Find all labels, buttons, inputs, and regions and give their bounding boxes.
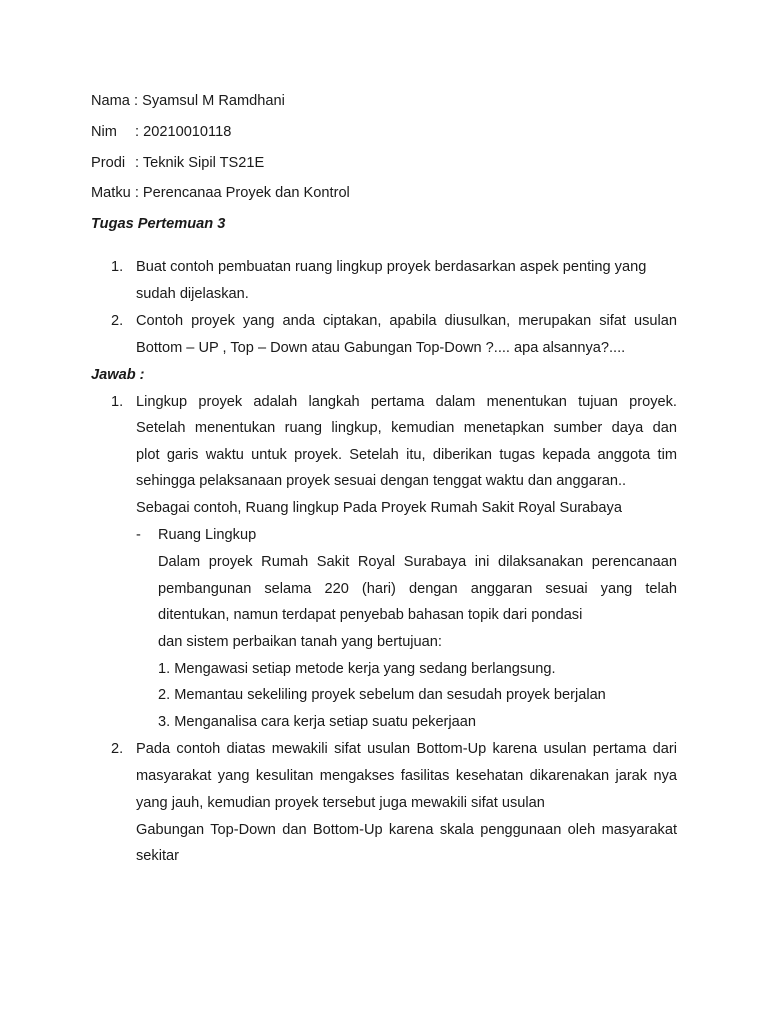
nama-line [91, 92, 285, 110]
sub-line-2: pembangunan selama 220 (hari) dengan anggaran sesuai yang telah [158, 581, 677, 597]
answer-2-line-2: masyarakat yang kesulitan mengakses fasilitas kesehatan dikarenakan jarak nya [136, 768, 677, 784]
question-2-number: 2. [111, 313, 124, 329]
prodi-line [91, 154, 264, 172]
matku-line [91, 184, 350, 202]
sub-item-3: 3. Menganalisa cara kerja setiap suatu pekerjaan [158, 714, 477, 730]
matku-value: : Perencanaa Proyek dan Kontrol [134, 185, 350, 201]
question-1-number: 1. [111, 259, 124, 275]
sub-item-1: 1. Mengawasi setiap metode kerja yang sedang berlangsung. [158, 661, 556, 677]
answer-2-line-5: sekitar [136, 848, 179, 864]
answer-2-line-4: Gabungan Top-Down dan Bottom-Up karena skala penggunaan oleh masyarakat [136, 822, 677, 838]
answer-1-line-3: plot garis waktu untuk proyek. Setelah itu, diberikan tugas kepada anggota tim [136, 447, 677, 463]
matku-label: Matku [91, 185, 131, 201]
answer-2-line-1: Pada contoh diatas mewakili sifat usulan Bottom-Up karena usulan pertama dari [136, 741, 677, 757]
question-2-line-2: Bottom – UP , Top – Down atau Gabungan Top-Down ?.... apa alsannya?.... [136, 340, 626, 356]
prodi-value: : Teknik Sipil TS21E [135, 155, 265, 171]
prodi-label: Prodi [91, 155, 126, 171]
answer-1-line-2: Setelah menentukan ruang lingkup, kemudian menetapkan sumber daya dan [136, 420, 677, 436]
sub-dash: - [136, 527, 141, 543]
answer-2-number: 2. [111, 741, 124, 757]
question-1-line-2: sudah dijelaskan. [136, 286, 249, 302]
nim-value: : 20210010118 [135, 124, 232, 140]
sub-line-3: ditentukan, namun terdapat penyebab bahasan topik dari pondasi [158, 607, 583, 623]
sub-item-2: 2. Memantau sekeliling proyek sebelum dan sesudah proyek berjalan [158, 687, 606, 703]
answer-1-line-5: Sebagai contoh, Ruang lingkup Pada Proyek Rumah Sakit Royal Surabaya [136, 500, 622, 516]
question-1-line-1 [136, 258, 677, 276]
nama-value: : Syamsul M Ramdhani [134, 93, 285, 109]
nim-line [91, 123, 231, 141]
sub-title: Ruang Lingkup [158, 527, 257, 543]
nama-label: Nama [91, 93, 130, 109]
answer-2-line-3: yang jauh, kemudian proyek tersebut juga mewakili sifat usulan [136, 795, 545, 811]
question-2-line-1: Contoh proyek yang anda ciptakan, apabila diusulkan, merupakan sifat usulan [136, 313, 677, 329]
answer-1-line-4: sehingga pelaksanaan proyek sesuai dengan tenggat waktu dan anggaran.. [136, 473, 627, 489]
question-1-text: Buat contoh pembuatan ruang lingkup proyek berdasarkan aspek penting yang [136, 259, 647, 275]
answer-title: Jawab : [91, 367, 145, 383]
answer-1-line-1: Lingkup proyek adalah langkah pertama dalam menentukan tujuan proyek. [136, 394, 677, 410]
task-title: Tugas Pertemuan 3 [91, 216, 226, 232]
nim-label: Nim [91, 124, 117, 140]
answer-1-number: 1. [111, 394, 124, 410]
sub-line-1: Dalam proyek Rumah Sakit Royal Surabaya ini dilaksanakan perencanaan [158, 554, 677, 570]
sub-line-4: dan sistem perbaikan tanah yang bertujuan: [158, 634, 442, 650]
